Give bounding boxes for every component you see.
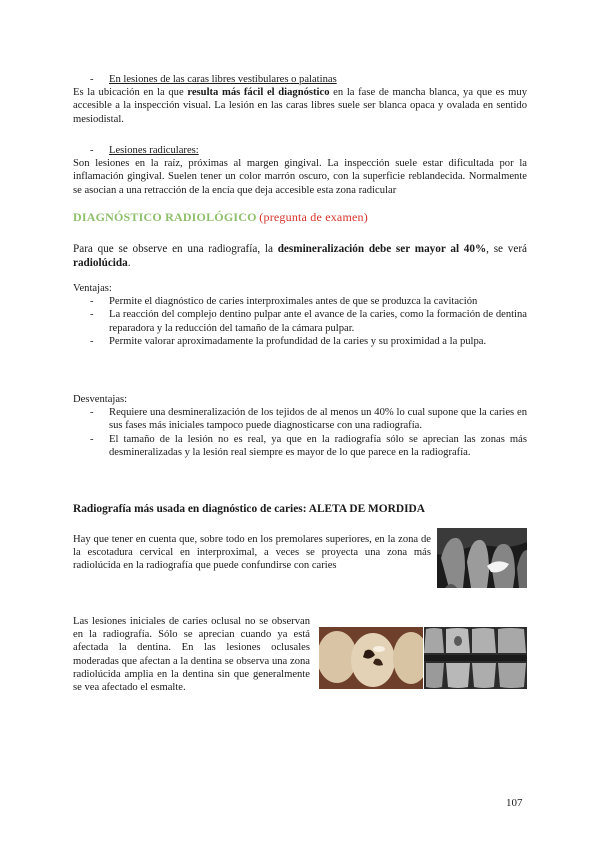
section-caras-libres	[73, 73, 527, 126]
desventajas-section	[73, 393, 527, 459]
heading-note: (pregunta de examen)	[259, 210, 368, 224]
list-item: - La reacción del complejo dentino pulpar ante el avance de la caries, como la formación de dentina reparadora y la reducción del tamaño de la cámara pulpar.	[90, 309, 527, 334]
aleta-paragraph-2: Las lesiones iniciales de caries oclusal no se observan en la radiografía. Sólo se aprecian cuando ya está afectada la dentina. En las lesiones oclusales moderadas que afectan a la dentina se observa una zona radiolúcida amplia en la dentina sin que generalmente se vea afectado el esmalte.	[73, 616, 310, 694]
desventajas-label: Desventajas:	[73, 394, 128, 405]
intro-block	[73, 242, 527, 270]
dash-bullet: -	[90, 74, 94, 85]
list-item: - Permite valorar aproximadamente la profundidad de la caries y su proximidad a la pulpa.	[90, 335, 487, 347]
list-item: - El tamaño de la lesión no es real, ya que en la radiografía sólo se aprecian las zonas más desmineralizadas y la lesión real siempre es mayor de lo que parece en la radiografía.	[90, 433, 527, 458]
page-number: 107	[506, 797, 523, 809]
aleta-paragraph-1: Hay que tener en cuenta que, sobre todo en los premolares superiores, en la zona de la escotadura cervical en interproximal, a veces se proyecta una zona más radiolúcida en la radiografía que puede confundirse con caries	[73, 534, 431, 572]
item-label: En lesiones de las caras libres vestibulares o palatinas	[109, 74, 337, 85]
intro-paragraph: Para que se observe en una radiografía, la desmineralización debe ser mayor al 40%, se verá radiolúcida.	[73, 243, 528, 269]
list-item: - Requiere una desmineralización de los tejidos de al menos un 40% lo cual supone que la caries en sus fases más iniciales tampoco puede diagnosticarse con una radiografía.	[90, 407, 527, 432]
list-item	[73, 144, 527, 157]
ventajas-section	[73, 282, 527, 348]
list-item: - Permite el diagnóstico de caries interproximales antes de que se produzca la cavitación	[90, 296, 478, 308]
paragraph: Es la ubicación en la que resulta más fácil el diagnóstico en la fase de mancha blanca, ya que es muy accesible a la inspección visual. La lesión en las caras libres suele ser blanca opaca y ovalada en sentido mesiodistal.	[73, 87, 527, 125]
section-radiculares	[73, 144, 527, 197]
heading-title: DIAGNÓSTICO RADIOLÓGICO	[73, 210, 257, 224]
bold-phrase: resulta más fácil el diagnóstico	[187, 87, 330, 99]
list-item	[73, 73, 527, 86]
heading-line	[73, 211, 527, 225]
section-heading	[73, 211, 527, 225]
xray-image-premolars	[437, 528, 527, 588]
xray-image-bitewing	[424, 627, 527, 689]
paragraph: Son lesiones en la raíz, próximas al margen gingival. La inspección suele estar dificultada por la inflamación gingival. Suelen tener un color marrón oscuro, con la superficie reblandecida. Normalmente se asocian a una retracción de la encía que deja accesible esta zona radicular	[73, 158, 527, 196]
aleta-heading-block	[73, 503, 527, 516]
aleta-paragraph-2-block	[73, 615, 310, 694]
aleta-paragraph-1-block	[73, 533, 431, 573]
ventajas-label: Ventajas:	[73, 283, 112, 294]
dash-bullet: -	[90, 145, 94, 156]
clinical-photo-occlusal-caries	[319, 627, 423, 689]
aleta-heading: Radiografía más usada en diagnóstico de caries: ALETA DE MORDIDA	[73, 503, 425, 515]
item-label: Lesiones radiculares:	[109, 145, 199, 156]
